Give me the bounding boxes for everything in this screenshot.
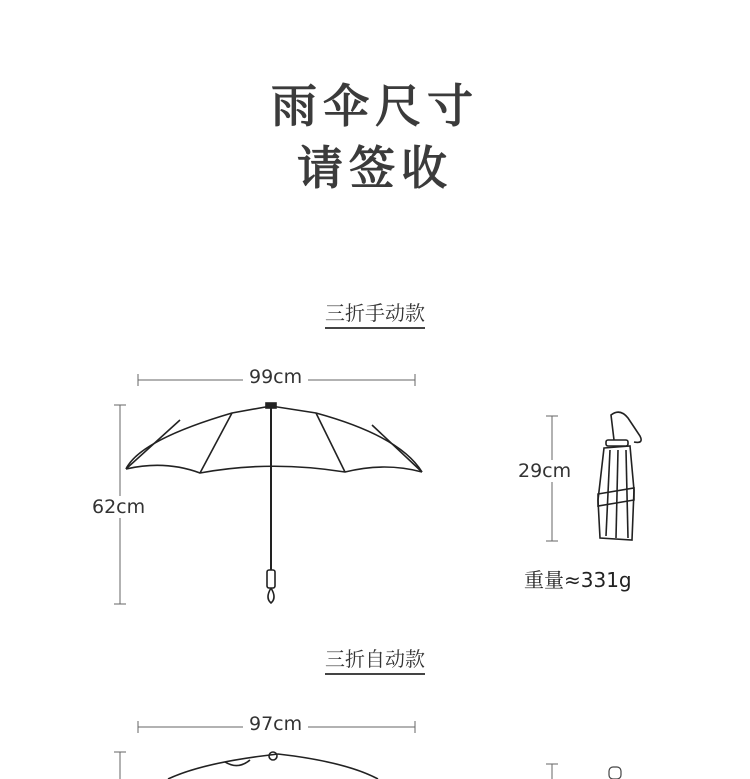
folded-length-label: 29cm	[512, 460, 577, 482]
height-dimension-line-2	[114, 752, 126, 779]
open-umbrella-icon	[126, 403, 422, 603]
open-height-label: 62cm	[86, 496, 151, 518]
section-label-manual-text: 三折手动款	[325, 301, 425, 329]
section-label-auto-text: 三折自动款	[325, 647, 425, 675]
open-width-label: 99cm	[243, 366, 308, 388]
folded-umbrella-icon-2	[609, 767, 621, 779]
open-umbrella-icon-2	[168, 752, 378, 779]
weight-label: 重量≈331g	[524, 568, 632, 592]
page-subtitle: 请签收	[297, 141, 453, 195]
folded-dimension-line-2	[546, 764, 558, 779]
open-width-label-2: 97cm	[243, 713, 308, 735]
folded-umbrella-icon	[598, 412, 641, 540]
page-title: 雨伞尺寸	[271, 79, 479, 133]
section-label-auto	[0, 643, 750, 672]
